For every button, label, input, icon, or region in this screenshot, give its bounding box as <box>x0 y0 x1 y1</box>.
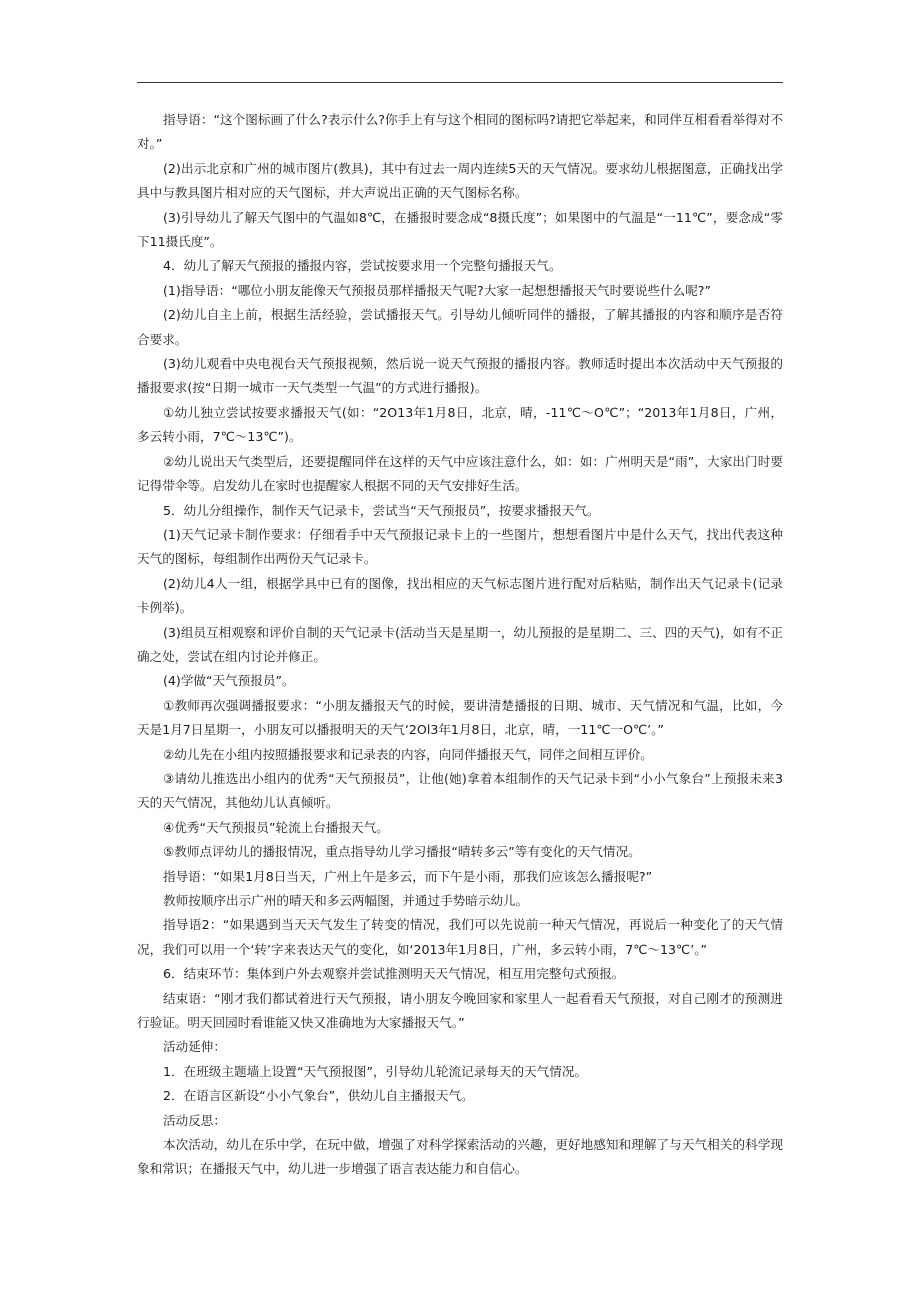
paragraph: (2)出示北京和广州的城市图片(教具)，其中有过去一周内连续5天的天气情况。要求幼儿根据图意，正确找出学具中与教具图片相对应的天气图标，并大声说出正确的天气图标名称。 <box>137 160 783 201</box>
paragraph: ②幼儿说出天气类型后，还要提醒同伴在这样的天气中应该注意什么，如：如：广州明天是“雨”，大家出门时要记得带伞等。启发幼儿在家时也提醒家人根据不同的天气安排好生活。 <box>137 453 783 494</box>
paragraph: (4)学做“天气预报员”。 <box>163 673 295 689</box>
paragraph: 指导语2：“如果遇到当天天气发生了转变的情况，我们可以先说前一种天气情况，再说后一种变化了的天气情况，我们可以用一个‘转’字来表达天气的变化，如‘2013年1月8日，广州，多云转小雨，7℃～13℃’。” <box>137 917 783 957</box>
paragraph: 本次活动，幼儿在乐中学，在玩中做，增强了对科学探索活动的兴趣，更好地感知和理解了与天气相关的科学现象和常识；在播报天气中，幼儿进一步增强了语言表达能力和自信心。 <box>137 1137 783 1177</box>
paragraph: ⑤教师点评幼儿的播报情况，重点指导幼儿学习播报“晴转多云”等有变化的天气情况。 <box>163 844 641 860</box>
paragraph: 教师按顺序出示广州的晴天和多云两幅图，并通过手势暗示幼儿。 <box>163 893 529 908</box>
paragraph: ②幼儿先在小组内按照播报要求和记录表的内容，向同伴播报天气，同伴之间相互评价。 <box>163 746 653 762</box>
paragraph: (1)天气记录卡制作要求：仔细看手中天气预报记录卡上的一些图片，想想看图片中是什么天气，找出代表这种天气的图标，每组制作出两份天气记录卡。 <box>137 526 783 567</box>
paragraph: 结束语：“刚才我们都试着进行天气预报，请小朋友今晚回家和家里人一起看看天气预报，对自己刚才的预测进行验证。明天回园时看谁能又快又准确地为大家播报天气。” <box>137 990 783 1031</box>
paragraph: ①幼儿独立尝试按要求播报天气(如：“2O13年1月8日，北京，晴，-11℃～O℃”；“2013年1月8日，广州，多云转小雨，7℃～13℃”)。 <box>137 404 783 445</box>
paragraph: 4．幼儿了解天气预报的播报内容，尝试按要求用一个完整句播报天气。 <box>163 258 562 274</box>
paragraph: ③请幼儿推选出小组内的优秀“天气预报员”，让他(她)拿着本组制作的天气记录卡到“小小气象台”上预报未来3天的天气情况，其他幼儿认真倾听。 <box>137 770 783 811</box>
paragraph: (3)组员互相观察和评价自制的天气记录卡(活动当天是星期一，幼儿预报的是星期二、三、四的天气)，如有不正确之处，尝试在组内讨论并修正。 <box>137 624 783 664</box>
paragraph: (3)引导幼儿了解天气图中的气温如8℃，在播报时要念成“8摄氏度”；如果图中的气温是“一11℃”，要念成“零下11摄氏度”。 <box>137 209 783 250</box>
paragraph: 指导语：“如果1月8日当天，广州上午是多云，而下午是小雨，那我们应该怎么播报呢?” <box>163 868 653 884</box>
document-body <box>137 108 783 1182</box>
paragraph: 2．在语言区新设“小小气象台”，供幼儿自主播报天气。 <box>163 1088 474 1104</box>
paragraph: ①教师再次强调播报要求：“小朋友播报天气的时候，要讲清楚播报的日期、城市、天气情况和气温，比如，今天是1月7日星期一，小朋友可以播报明天的天气‘2Ol3年1月8日，北京，晴，一11℃一O℃’。” <box>137 697 783 738</box>
paragraph: (1)指导语：“哪位小朋友能像天气预报员那样播报天气呢?大家一起想想播报天气时要说些什么呢?” <box>163 282 712 298</box>
paragraph: 6．结束环节：集体到户外去观察并尝试推测明天天气情况，相互用完整句式预报。 <box>163 966 625 982</box>
paragraph: 5．幼儿分组操作，制作天气记录卡，尝试当“天气预报员”，按要求播报天气。 <box>163 502 600 518</box>
paragraph: 1．在班级主题墙上设置“天气预报图”，引导幼儿轮流记录每天的天气情况。 <box>163 1063 588 1079</box>
header-rule <box>137 82 783 83</box>
paragraph: 活动延伸： <box>163 1039 226 1055</box>
paragraph: ④优秀“天气预报员”轮流上台播报天气。 <box>163 819 389 835</box>
paragraph: 指导语：“这个图标画了什么?表示什么?你手上有与这个相同的图标吗?请把它举起来，和同伴互相看看举得对不对。” <box>137 112 783 152</box>
paragraph: (2)幼儿4人一组，根据学具中已有的图像，找出相应的天气标志图片进行配对后粘贴，制作出天气记录卡(记录卡例举)。 <box>137 575 783 616</box>
paragraph: 活动反思： <box>163 1112 226 1128</box>
paragraph: (3)幼儿观看中央电视台天气预报视频，然后说一说天气预报的播报内容。教师适时提出本次活动中天气预报的播报要求(按“日期一城市一天气类型一气温”的方式进行播报)。 <box>137 356 783 396</box>
paragraph: (2)幼儿自主上前，根据生活经验，尝试播报天气。引导幼儿倾听同伴的播报，了解其播报的内容和顺序是否符合要求。 <box>137 307 783 347</box>
